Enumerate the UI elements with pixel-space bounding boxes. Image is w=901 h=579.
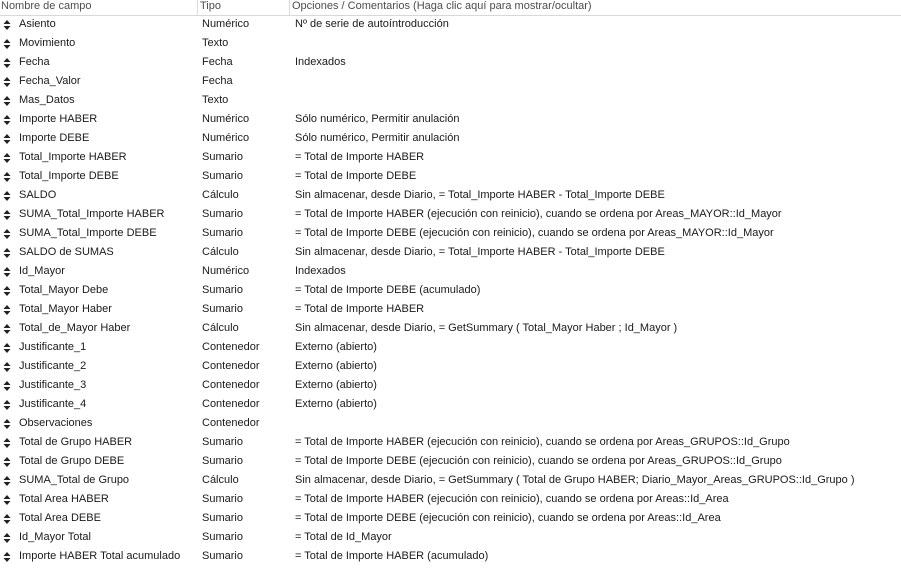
table-row[interactable] [0, 528, 901, 547]
up-down-arrows-icon[interactable] [3, 438, 11, 448]
field-name-cell: SUMA_Total de Grupo [19, 474, 130, 486]
field-type-cell: Contenedor [202, 360, 260, 372]
table-row[interactable] [0, 205, 901, 224]
field-name-cell: Total Area DEBE [19, 512, 101, 524]
column-divider[interactable] [197, 0, 198, 15]
field-options-cell: = Total de Importe HABER [295, 303, 425, 315]
table-row[interactable] [0, 547, 901, 566]
up-down-arrows-icon[interactable] [3, 77, 11, 87]
field-options-cell: = Total de Importe HABER (acumulado) [295, 550, 489, 562]
column-header-type[interactable]: Tipo [200, 0, 221, 12]
field-name-cell: Movimiento [19, 37, 76, 49]
up-down-arrows-icon[interactable] [3, 343, 11, 353]
table-row[interactable] [0, 319, 901, 338]
field-type-cell: Sumario [202, 151, 243, 163]
field-options-cell: = Total de Importe HABER (ejecución con reinicio), cuando se ordena por Areas_GRUPOS::Id_Grupo [295, 436, 790, 448]
field-type-cell: Contenedor [202, 379, 260, 391]
up-down-arrows-icon[interactable] [3, 191, 11, 201]
field-options-cell: Sin almacenar, desde Diario, = GetSummary ( Total de Grupo HABER; Diario_Mayor_Areas_GRUPOS::Id_Grupo ) [295, 474, 855, 486]
field-name-cell: Justificante_1 [19, 341, 87, 353]
table-row[interactable] [0, 395, 901, 414]
field-name-cell: Id_Mayor Total [19, 531, 91, 543]
table-row[interactable] [0, 186, 901, 205]
table-row[interactable] [0, 148, 901, 167]
field-name-cell: Importe DEBE [19, 132, 90, 144]
field-options-cell: Sólo numérico, Permitir anulación [295, 132, 460, 144]
field-type-cell: Sumario [202, 303, 243, 315]
up-down-arrows-icon[interactable] [3, 495, 11, 505]
field-type-cell: Fecha [202, 56, 233, 68]
up-down-arrows-icon[interactable] [3, 305, 11, 315]
field-type-cell: Sumario [202, 284, 243, 296]
field-type-cell: Cálculo [202, 322, 239, 334]
field-name-cell: Total_Importe HABER [19, 151, 127, 163]
up-down-arrows-icon[interactable] [3, 248, 11, 258]
field-name-cell: Total_Mayor Debe [19, 284, 109, 296]
up-down-arrows-icon[interactable] [3, 134, 11, 144]
table-row[interactable] [0, 471, 901, 490]
field-name-cell: Justificante_4 [19, 398, 87, 410]
field-name-cell: SALDO [19, 189, 57, 201]
field-type-cell: Contenedor [202, 417, 260, 429]
field-name-cell: SUMA_Total_Importe HABER [19, 208, 165, 220]
field-type-cell: Cálculo [202, 474, 239, 486]
field-name-cell: Total de Grupo DEBE [19, 455, 125, 467]
table-row[interactable] [0, 357, 901, 376]
field-options-cell: Sin almacenar, desde Diario, = Total_Importe HABER - Total_Importe DEBE [295, 246, 665, 258]
field-type-cell: Sumario [202, 493, 243, 505]
field-options-cell [295, 91, 895, 110]
field-type-cell: Sumario [202, 170, 243, 182]
field-name-cell: SALDO de SUMAS [19, 246, 114, 258]
table-row[interactable] [0, 433, 901, 452]
field-name-cell: Total_Mayor Haber [19, 303, 112, 315]
field-rows [0, 15, 901, 566]
field-name-cell: Importe HABER Total acumulado [19, 550, 181, 562]
field-name-cell: Mas_Datos [19, 94, 75, 106]
field-options-cell: = Total de Importe HABER (ejecución con reinicio), cuando se ordena por Areas::Id_Area [295, 493, 729, 505]
field-type-cell: Texto [202, 37, 229, 49]
field-type-cell: Sumario [202, 436, 243, 448]
field-options-cell: = Total de Importe DEBE (ejecución con reinicio), cuando se ordena por Areas::Id_Area [295, 512, 721, 524]
field-options-cell: = Total de Importe DEBE [295, 170, 417, 182]
field-options-cell: = Total de Importe DEBE (ejecución con reinicio), cuando se ordena por Areas_MAYOR::Id_Mayor [295, 227, 774, 239]
up-down-arrows-icon[interactable] [3, 115, 11, 125]
field-options-cell: Indexados [295, 265, 346, 277]
table-row[interactable] [0, 91, 901, 110]
table-row[interactable] [0, 243, 901, 262]
field-type-cell: Contenedor [202, 341, 260, 353]
up-down-arrows-icon[interactable] [3, 476, 11, 486]
field-type-cell: Numérico [202, 132, 250, 144]
up-down-arrows-icon[interactable] [3, 324, 11, 334]
field-name-cell: Fecha_Valor [19, 75, 81, 87]
table-row[interactable] [0, 224, 901, 243]
field-type-cell: Contenedor [202, 398, 260, 410]
up-down-arrows-icon[interactable] [3, 58, 11, 68]
field-type-cell: Sumario [202, 455, 243, 467]
field-options-cell: Sin almacenar, desde Diario, = GetSummary ( Total_Mayor Haber ; Id_Mayor ) [295, 322, 678, 334]
field-options-cell: Sin almacenar, desde Diario, = Total_Importe HABER - Total_Importe DEBE [295, 189, 665, 201]
up-down-arrows-icon[interactable] [3, 229, 11, 239]
table-row[interactable] [0, 490, 901, 509]
up-down-arrows-icon[interactable] [3, 172, 11, 182]
up-down-arrows-icon[interactable] [3, 267, 11, 277]
up-down-arrows-icon[interactable] [3, 419, 11, 429]
field-options-cell: Sólo numérico, Permitir anulación [295, 113, 460, 125]
field-options-cell: Externo (abierto) [295, 398, 377, 410]
up-down-arrows-icon[interactable] [3, 210, 11, 220]
up-down-arrows-icon[interactable] [3, 514, 11, 524]
field-options-cell [295, 414, 895, 433]
table-row[interactable] [0, 281, 901, 300]
up-down-arrows-icon[interactable] [3, 153, 11, 163]
field-options-cell: = Total de Importe HABER [295, 151, 425, 163]
field-options-cell: = Total de Id_Mayor [295, 531, 392, 543]
field-options-cell: Nº de serie de autoíntroducción [295, 18, 449, 30]
field-name-cell: Justificante_3 [19, 379, 87, 391]
field-name-cell: Id_Mayor [19, 265, 65, 277]
field-options-cell: Indexados [295, 56, 346, 68]
field-options-cell: Externo (abierto) [295, 360, 377, 372]
field-name-cell: SUMA_Total_Importe DEBE [19, 227, 157, 239]
field-options-cell: = Total de Importe DEBE (acumulado) [295, 284, 481, 296]
field-options-cell: = Total de Importe DEBE (ejecución con reinicio), cuando se ordena por Areas_GRUPOS::Id_Grupo [295, 455, 782, 467]
up-down-arrows-icon[interactable] [3, 457, 11, 467]
field-type-cell: Numérico [202, 113, 250, 125]
table-row[interactable] [0, 72, 901, 91]
table-row[interactable] [0, 414, 901, 433]
field-name-cell: Total_de_Mayor Haber [19, 322, 131, 334]
field-type-cell: Fecha [202, 75, 233, 87]
up-down-arrows-icon[interactable] [3, 96, 11, 106]
table-row[interactable] [0, 338, 901, 357]
field-type-cell: Cálculo [202, 246, 239, 258]
column-header-field-name[interactable]: Nombre de campo [1, 0, 92, 12]
table-row[interactable] [0, 376, 901, 395]
field-options-cell: Externo (abierto) [295, 341, 377, 353]
up-down-arrows-icon[interactable] [3, 20, 11, 30]
up-down-arrows-icon[interactable] [3, 400, 11, 410]
table-row[interactable] [0, 34, 901, 53]
field-name-cell: Total Area HABER [19, 493, 109, 505]
field-name-cell: Asiento [19, 18, 56, 30]
up-down-arrows-icon[interactable] [3, 39, 11, 49]
field-type-cell: Sumario [202, 531, 243, 543]
field-type-cell: Cálculo [202, 189, 239, 201]
field-type-cell: Texto [202, 94, 229, 106]
field-type-cell: Sumario [202, 512, 243, 524]
field-options-cell: Externo (abierto) [295, 379, 377, 391]
column-header-options[interactable]: Opciones / Comentarios (Haga clic aquí para mostrar/ocultar) [292, 0, 592, 12]
field-name-cell: Fecha [19, 56, 50, 68]
field-options-cell [295, 34, 895, 53]
table-row[interactable] [0, 167, 901, 186]
field-name-cell: Justificante_2 [19, 360, 87, 372]
field-options-cell: = Total de Importe HABER (ejecución con reinicio), cuando se ordena por Areas_MAYOR::Id_Mayor [295, 208, 782, 220]
table-row[interactable] [0, 509, 901, 528]
field-type-cell: Sumario [202, 208, 243, 220]
field-name-cell: Total de Grupo HABER [19, 436, 133, 448]
table-row[interactable] [0, 452, 901, 471]
up-down-arrows-icon[interactable] [3, 533, 11, 543]
field-options-cell [295, 72, 895, 91]
field-type-cell: Sumario [202, 550, 243, 562]
table-row[interactable] [0, 262, 901, 281]
table-row[interactable] [0, 110, 901, 129]
up-down-arrows-icon[interactable] [3, 362, 11, 372]
table-row[interactable] [0, 15, 901, 34]
up-down-arrows-icon[interactable] [3, 381, 11, 391]
field-type-cell: Numérico [202, 18, 250, 30]
field-name-cell: Importe HABER [19, 113, 98, 125]
field-type-cell: Numérico [202, 265, 250, 277]
table-row[interactable] [0, 129, 901, 148]
up-down-arrows-icon[interactable] [3, 552, 11, 562]
up-down-arrows-icon[interactable] [3, 286, 11, 296]
column-divider[interactable] [289, 0, 290, 15]
table-row[interactable] [0, 53, 901, 72]
table-header [0, 0, 901, 16]
field-name-cell: Observaciones [19, 417, 93, 429]
field-name-cell: Total_Importe DEBE [19, 170, 119, 182]
table-row[interactable] [0, 300, 901, 319]
field-type-cell: Sumario [202, 227, 243, 239]
